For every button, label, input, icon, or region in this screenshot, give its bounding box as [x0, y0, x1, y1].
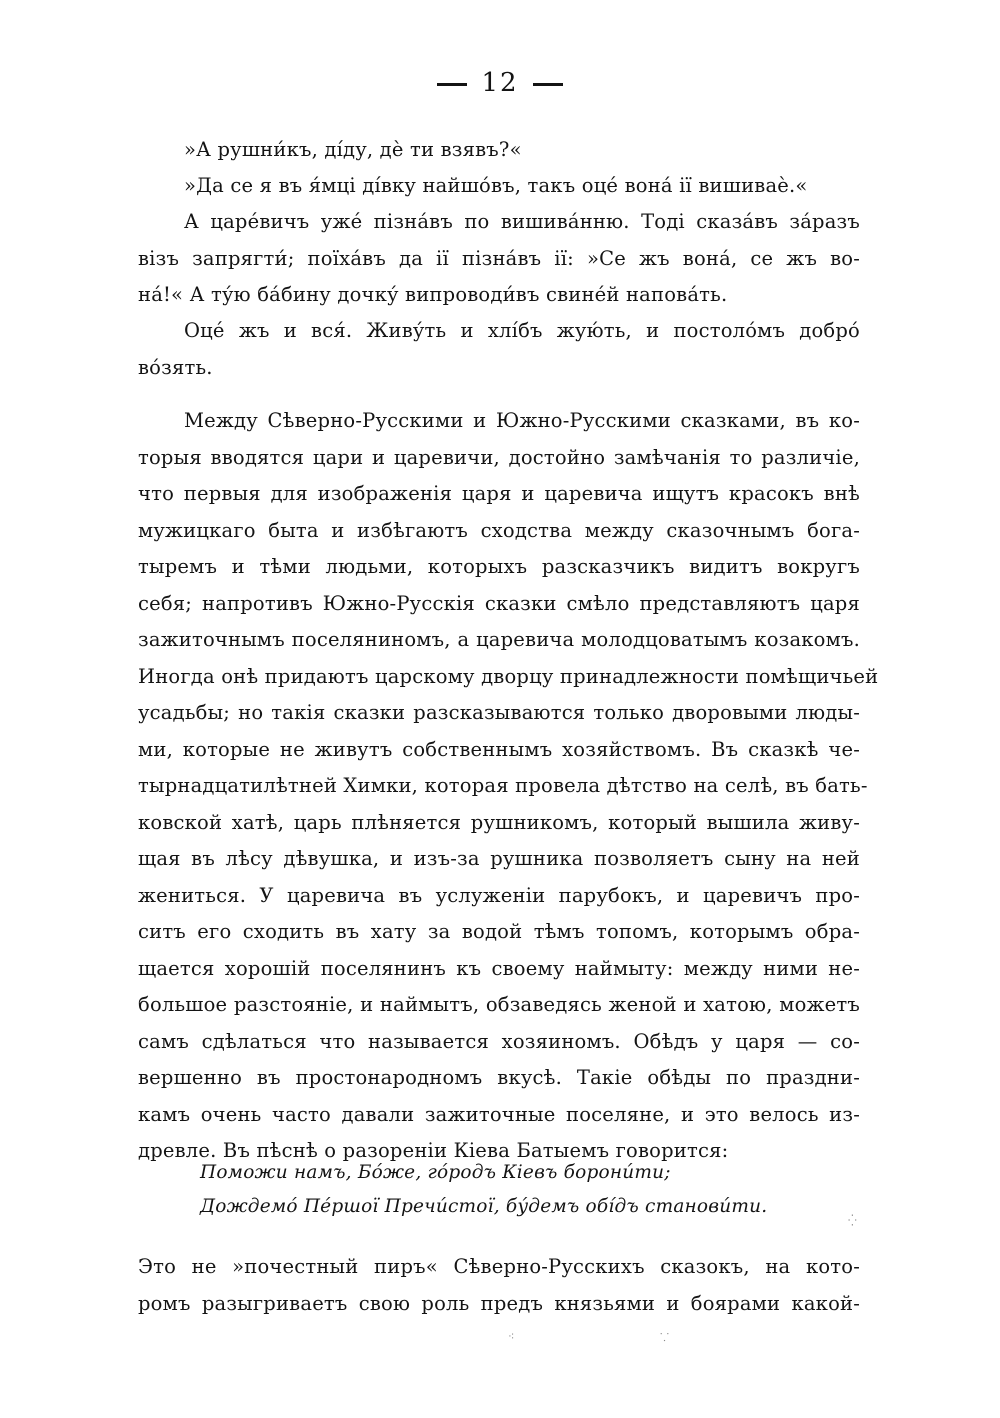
paragraph-feast [138, 1249, 860, 1322]
text-line: ситъ его сходить въ хату за водой тѣмъ топомъ, которымъ обра- [138, 920, 860, 943]
text-line: Между Сѣверно-Русскими и Южно-Русскими сказками, въ ко- [184, 409, 860, 432]
verse-line: Поможи намъ, Бо́же, го́родъ Кіевъ борони́ти; [200, 1162, 671, 1183]
text-line: щая въ лѣсу дѣвушка, и изъ-за рушника позволяетъ сыну на ней [138, 847, 860, 870]
text-line: что первыя для изображенія царя и царевича ищутъ красокъ внѣ [138, 482, 860, 505]
text-line: тырнадцатилѣтней Химки, которая провела дѣтство на селѣ, въ бать- [138, 774, 868, 797]
text-line: А царéвичъ ужé пізна́въ по вишива́нню. Тоді сказа́въ за́разъ [184, 210, 860, 233]
text-line: »А рушни́къ, дíду, дè ти взявъ?« [184, 138, 522, 161]
scan-speck: ⁖ [508, 1330, 515, 1343]
text-line: »Да се я въ я́мці дíвку найшо́въ, такъ оцé вона́ ії вишиваè.« [184, 174, 808, 197]
text-line: древле. Въ пѣснѣ о разореніи Кіева Батыемъ говорится: [138, 1139, 729, 1162]
text-line: торыя вводятся цари и царевичи, достойно замѣчанія то различіе, [138, 445, 860, 469]
verse-line: Дождемо́ Пе́ршої Пречи́стої, бу́демъ обі́дъ станови́ти. [200, 1196, 768, 1217]
text-line: зажиточнымъ поселяниномъ, а царевича молодцоватымъ козакомъ. [138, 628, 860, 651]
text-line: ковской хатѣ, царь плѣняется рушникомъ, который вышила живу- [138, 810, 860, 834]
text-line: візъ запрягти́; поïха́въ да ії пізна́въ ії: »Се жъ вона́, се жъ во- [138, 246, 860, 270]
text-line: на́!« А ту́ю ба́бину дочку́ випроводи́въ свине́й напова́ть. [138, 283, 728, 306]
scan-speck: ⸪ [660, 1331, 670, 1344]
text-line: большое разстояніе, и наймытъ, обзаведясь женой и хатою, можетъ [138, 993, 860, 1016]
text-line: себя; напротивъ Южно-Русскія сказки смѣло представляютъ царя [138, 591, 860, 615]
text-line: ми, которые не живутъ собственнымъ хозяйствомъ. Въ сказкѣ че- [138, 737, 860, 761]
text-line: щается хорошій поселянинъ къ своему наймыту: между ними не- [138, 956, 860, 980]
page-number-dash-right [533, 83, 563, 86]
paragraph-ending [138, 313, 860, 386]
page-number-value: 12 [481, 68, 519, 98]
text-line: во́зять. [138, 355, 213, 379]
text-line: тыремъ и тѣми людьми, которыхъ разсказчикъ видитъ вокругъ [138, 555, 860, 578]
text-line: вершенно въ простонародномъ вкусѣ. Такіе обѣды по праздни- [138, 1066, 860, 1089]
page-number-dash-left [437, 83, 467, 86]
paragraph-commentary [138, 403, 879, 1170]
dialogue-line-2 [138, 168, 860, 205]
scan-speck: ⁛ [848, 1214, 857, 1227]
text-line: жениться. У царевича въ услуженіи парубокъ, и царевичъ про- [138, 883, 860, 907]
page-number [0, 68, 1000, 98]
dialogue-line-1 [138, 132, 860, 169]
text-line: ромъ разыгриваетъ свою роль предъ князьями и боярами какой- [138, 1291, 860, 1315]
verse-quotation [200, 1156, 768, 1224]
text-line: усадьбы; но такія сказки разсказываются только дворовыми люды- [138, 701, 860, 724]
text-line: Это не »почестный пиръ« Сѣверно-Русскихъ сказокъ, на кото- [138, 1255, 860, 1278]
text-line: Иногда онѣ придаютъ царскому дворцу принадлежности помѣщичьей [138, 664, 879, 688]
text-line: мужицкаго быта и избѣгаютъ сходства между сказочнымъ бога- [138, 518, 860, 542]
text-line: камъ очень часто давали зажиточные поселяне, и это велось из- [138, 1102, 860, 1126]
text-line: Оцé жъ и вся́. Живу́ть и хлíбъ жую́ть, и постоло́мъ добро́ [184, 319, 860, 342]
paragraph-tsarevich [138, 204, 860, 314]
text-line: самъ сдѣлаться что называется хозяиномъ. Обѣдъ у царя — со- [138, 1029, 860, 1053]
